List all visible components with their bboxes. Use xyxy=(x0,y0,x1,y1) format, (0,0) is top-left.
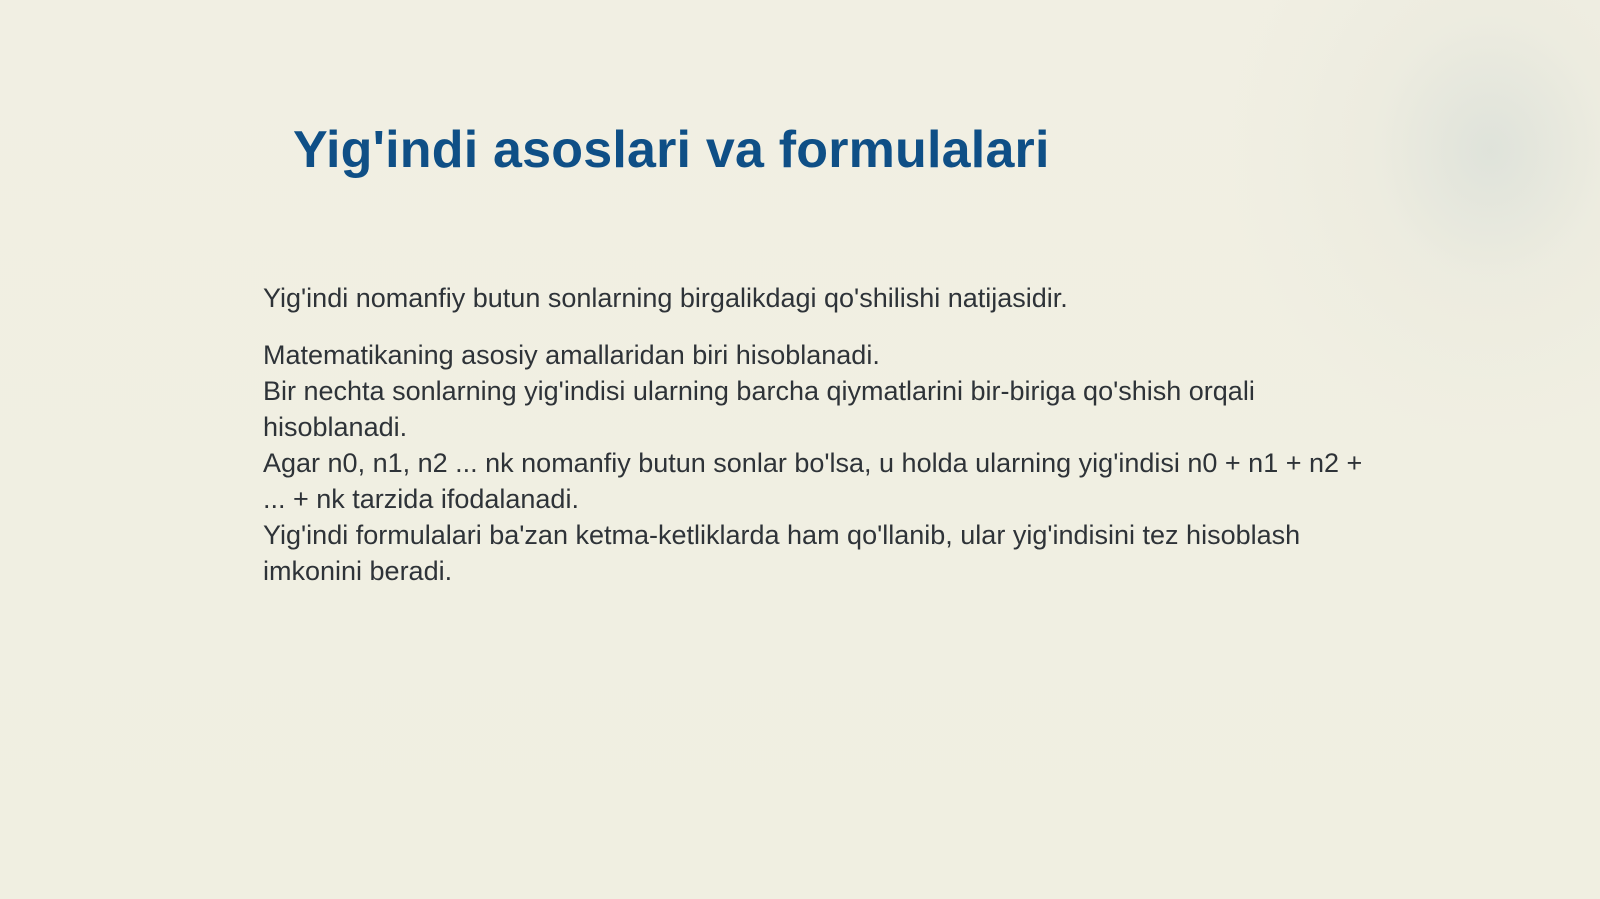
body-paragraph-2: Bir nechta sonlarning yig'indisi ularning barcha qiymatlarini bir-biriga qo'shish orqali hisoblanadi. xyxy=(263,376,1255,442)
slide-title: Yig'indi asoslari va formulalari xyxy=(293,121,1050,179)
body-paragraph-3: Agar n0, n1, n2 ... nk nomanfiy butun sonlar bo'lsa, u holda ularning yig'indisi n0 + n1 + n2 + ... + nk tarzida ifodalanadi. xyxy=(263,448,1363,514)
body-paragraph-1: Matematikaning asosiy amallaridan biri hisoblanadi. xyxy=(263,340,880,370)
lead-paragraph: Yig'indi nomanfiy butun sonlarning birgalikdagi qo'shilishi natijasidir. xyxy=(263,283,1068,313)
slide-body xyxy=(263,280,1373,589)
body-paragraph-4: Yig'indi formulalari ba'zan ketma-ketliklarda ham qo'llanib, ular yig'indisini tez hisoblash imkonini beradi. xyxy=(263,520,1301,586)
